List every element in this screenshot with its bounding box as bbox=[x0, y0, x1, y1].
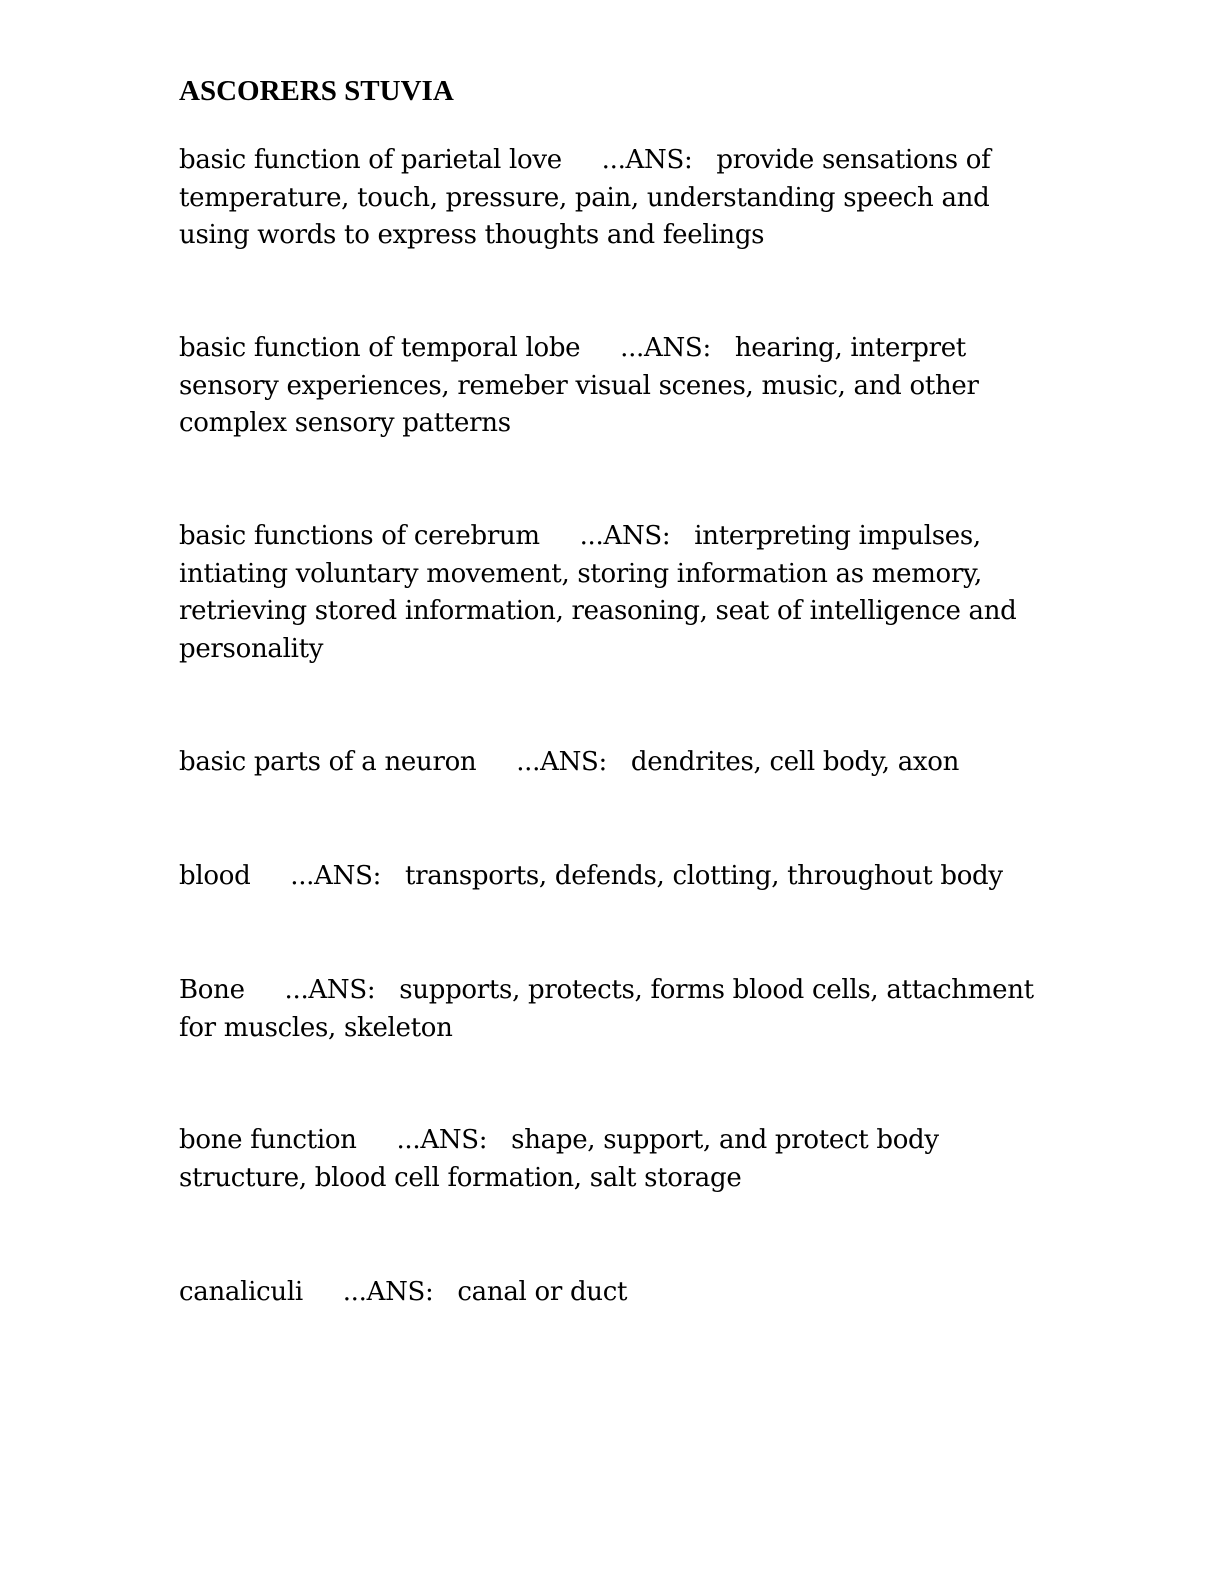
flashcard-entry bbox=[179, 330, 1049, 443]
entry-answer: canal or duct bbox=[457, 1277, 628, 1307]
entry-answer: hearing, interpret sensory experiences, remeber visual scenes, music, and other complex sensory patterns bbox=[179, 333, 979, 438]
entry-term: blood bbox=[179, 861, 251, 891]
entry-separator: ...ANS: bbox=[396, 1125, 488, 1155]
entry-term: basic function of temporal lobe bbox=[179, 333, 581, 363]
document-title: ASCORERS STUVIA bbox=[179, 75, 454, 107]
entry-term: basic function of parietal love bbox=[179, 145, 562, 175]
entry-separator: ...ANS: bbox=[342, 1277, 434, 1307]
entry-term: canaliculi bbox=[179, 1277, 303, 1307]
flashcard-entry bbox=[179, 518, 1049, 668]
flashcard-entry bbox=[179, 744, 1049, 782]
entry-separator: ...ANS: bbox=[516, 747, 607, 777]
flashcard-entry bbox=[179, 1122, 1049, 1197]
flashcard-entry bbox=[179, 972, 1049, 1047]
entry-separator: ...ANS: bbox=[601, 145, 693, 175]
entry-term: bone function bbox=[179, 1125, 357, 1155]
entry-answer: dendrites, cell body, axon bbox=[630, 747, 960, 777]
entry-separator: ...ANS: bbox=[290, 861, 382, 891]
entry-separator: ...ANS: bbox=[620, 333, 711, 363]
flashcard-entry bbox=[179, 142, 1049, 255]
entry-separator: ...ANS: bbox=[284, 975, 376, 1005]
entry-answer: provide sensations of temperature, touch, pressure, pain, understanding speech and using words to express thoughts and feelings bbox=[179, 145, 991, 250]
entry-answer: interpreting impulses, intiating voluntary movement, storing information as memory, retrieving stored information, reasoning, seat of intelligence and personality bbox=[179, 521, 1017, 664]
entry-answer: transports, defends, clotting, throughout body bbox=[404, 861, 1003, 891]
flashcard-entry bbox=[179, 1274, 1049, 1312]
entry-term: Bone bbox=[179, 975, 245, 1005]
entry-term: basic functions of cerebrum bbox=[179, 521, 540, 551]
entry-answer: shape, support, and protect body structure, blood cell formation, salt storage bbox=[179, 1125, 939, 1193]
entry-separator: ...ANS: bbox=[579, 521, 671, 551]
flashcard-entry bbox=[179, 858, 1049, 896]
entry-answer: supports, protects, forms blood cells, attachment for muscles, skeleton bbox=[179, 975, 1034, 1043]
entry-term: basic parts of a neuron bbox=[179, 747, 477, 777]
